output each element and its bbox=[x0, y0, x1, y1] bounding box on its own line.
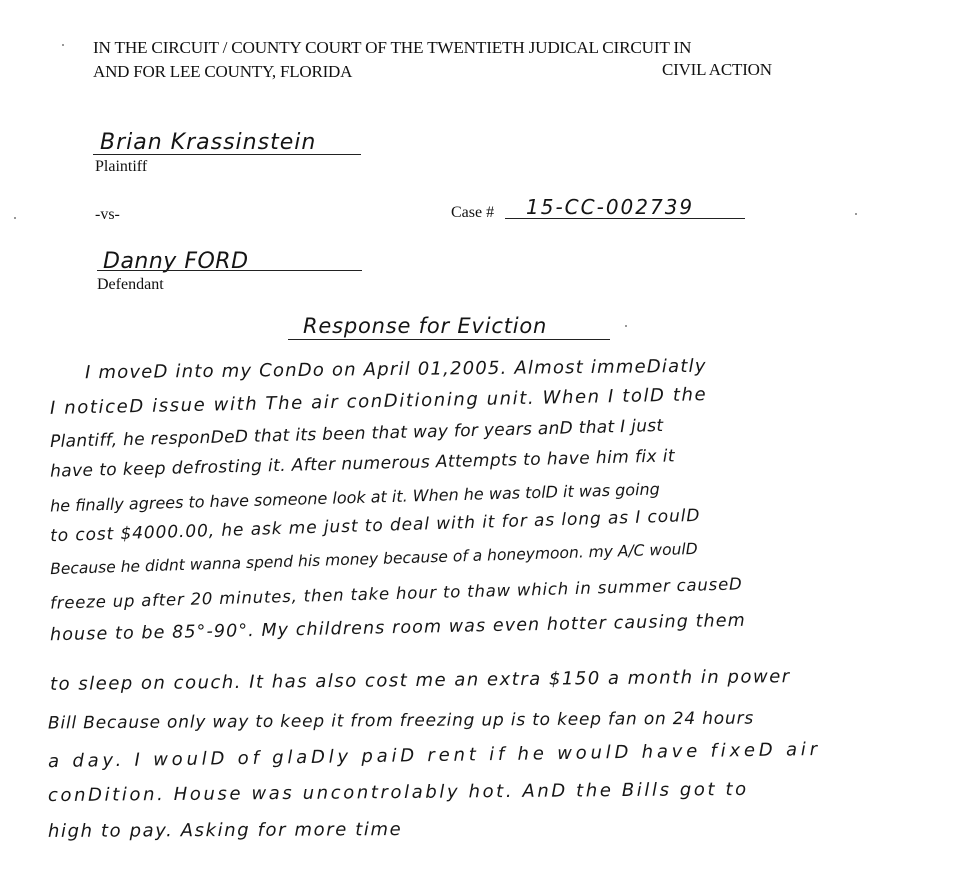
response-line: Bill Because only way to keep it from freezing up is to keep fan on 24 hours bbox=[47, 708, 755, 734]
response-title-rule bbox=[288, 339, 610, 340]
defendant-name: Danny FORD bbox=[103, 249, 249, 274]
civil-action-label: CIVIL ACTION bbox=[662, 60, 772, 79]
response-title: Response for Eviction bbox=[303, 314, 548, 338]
defendant-rule bbox=[97, 270, 362, 271]
plaintiff-name: Brian Krassinstein bbox=[100, 130, 317, 155]
court-heading-line-2: AND FOR LEE COUNTY, FLORIDA bbox=[93, 62, 353, 81]
response-line: he finally agrees to have someone look at it. When he was tolD it was going bbox=[49, 479, 661, 516]
response-line: have to keep defrosting it. After numerous Attempts to have him fix it bbox=[49, 446, 676, 482]
scan-speck bbox=[855, 213, 857, 215]
response-line: to cost $4000.00, he ask me just to deal with it for as long as I coulD bbox=[49, 505, 701, 547]
response-line: conDition. House was uncontrolably hot. AnD the Bills got to bbox=[47, 778, 749, 807]
case-number-rule bbox=[505, 218, 745, 219]
scan-speck bbox=[14, 217, 16, 219]
defendant-label: Defendant bbox=[97, 276, 164, 293]
court-heading-line-1: IN THE CIRCUIT / COUNTY COURT OF THE TWENTIETH JUDICAL CIRCUIT IN bbox=[93, 38, 692, 57]
plaintiff-rule bbox=[93, 154, 361, 155]
response-line: I noticeD issue with The air conDitioning unit. When I tolD the bbox=[49, 384, 708, 419]
versus-label: -vs- bbox=[95, 206, 120, 223]
scan-speck bbox=[625, 325, 627, 327]
response-line: Plantiff, he responDeD that its been that way for years anD that I just bbox=[49, 415, 664, 453]
response-line: house to be 85°-90°. My childrens room was even hotter causing them bbox=[49, 610, 746, 646]
response-line: to sleep on couch. It has also cost me an extra $150 a month in power bbox=[49, 666, 791, 695]
case-number-label: Case # bbox=[451, 204, 495, 221]
response-line: high to pay. Asking for more time bbox=[47, 819, 403, 842]
scan-speck bbox=[62, 44, 64, 46]
plaintiff-label: Plaintiff bbox=[95, 158, 148, 175]
response-line: Because he didnt wanna spend his money because of a honeymoon. my A/C woulD bbox=[49, 539, 698, 579]
case-number-value: 15-CC-002739 bbox=[526, 195, 695, 219]
response-line: I moveD into my ConDo on April 01,2005. Almost immeDiatly bbox=[84, 355, 707, 384]
response-line: freeze up after 20 minutes, then take hour to thaw which in summer causeD bbox=[49, 574, 743, 613]
response-line: a day. I woulD of glaDly paiD rent if he woulD have fixeD air bbox=[47, 738, 822, 773]
